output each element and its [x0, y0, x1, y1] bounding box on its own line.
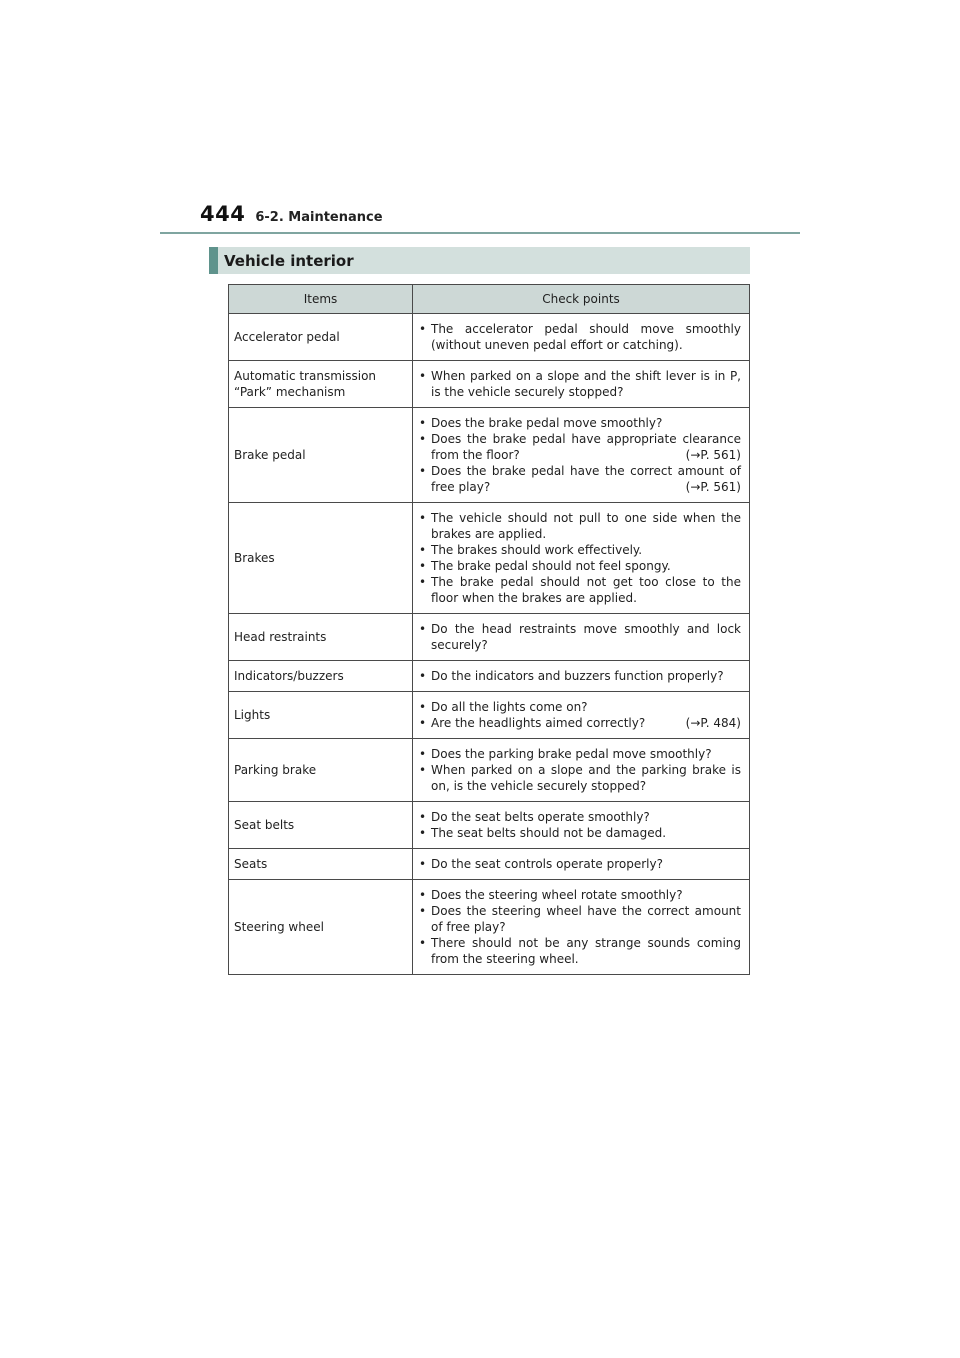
column-header-items: Items	[229, 285, 413, 314]
page-reference: (→P. 561)	[685, 480, 741, 494]
table-row	[229, 849, 750, 880]
check-points-cell	[413, 503, 750, 614]
page-reference: (→P. 561)	[685, 448, 741, 462]
list-item	[417, 887, 741, 903]
table-row	[229, 739, 750, 802]
list-item	[417, 809, 741, 825]
check-points-cell	[413, 614, 750, 661]
check-point-text: Does the brake pedal move smoothly?	[431, 416, 663, 430]
check-point-text: The brake pedal should not feel spongy.	[431, 559, 671, 573]
table-row	[229, 361, 750, 408]
list-item	[417, 431, 741, 463]
list-item	[417, 621, 741, 653]
list-item	[417, 542, 741, 558]
section-title: Vehicle interior	[224, 251, 354, 270]
table-row	[229, 614, 750, 661]
list-item	[417, 762, 741, 794]
list-item	[417, 825, 741, 841]
check-points-cell	[413, 880, 750, 975]
item-cell: Accelerator pedal	[229, 314, 413, 361]
inspection-table	[228, 284, 750, 975]
check-point-text: Do all the lights come on?	[431, 700, 588, 714]
check-points-list	[417, 856, 741, 872]
check-point-text: When parked on a slope and the shift lever is in P, is the vehicle securely stopped?	[431, 369, 741, 399]
check-point-text: Do the head restraints move smoothly and lock securely?	[431, 622, 741, 652]
list-item	[417, 574, 741, 606]
table-row	[229, 503, 750, 614]
item-cell: Brake pedal	[229, 408, 413, 503]
item-cell: Lights	[229, 692, 413, 739]
list-item	[417, 510, 741, 542]
check-points-cell	[413, 361, 750, 408]
page-number: 444	[200, 202, 246, 226]
check-points-cell	[413, 408, 750, 503]
check-points-list	[417, 510, 741, 606]
list-item	[417, 368, 741, 400]
check-point-text: The vehicle should not pull to one side when the brakes are applied.	[431, 511, 741, 541]
check-points-list	[417, 887, 741, 967]
item-cell: Seat belts	[229, 802, 413, 849]
check-point-text: Does the steering wheel rotate smoothly?	[431, 888, 683, 902]
check-points-list	[417, 368, 741, 400]
check-points-cell	[413, 739, 750, 802]
item-cell: Parking brake	[229, 739, 413, 802]
list-item	[417, 463, 741, 495]
check-point-text: There should not be any strange sounds coming from the steering wheel.	[431, 936, 741, 966]
check-point-text: The accelerator pedal should move smoothly (without uneven pedal effort or catching).	[431, 322, 741, 352]
list-item	[417, 903, 741, 935]
check-points-list	[417, 415, 741, 495]
item-cell: Indicators/buzzers	[229, 661, 413, 692]
check-point-text: The seat belts should not be damaged.	[431, 826, 667, 840]
table-row	[229, 314, 750, 361]
check-points-list	[417, 746, 741, 794]
list-item	[417, 415, 741, 431]
check-points-list	[417, 699, 741, 731]
check-points-cell	[413, 314, 750, 361]
check-points-cell	[413, 849, 750, 880]
check-points-cell	[413, 661, 750, 692]
check-points-list	[417, 321, 741, 353]
check-point-text: Do the seat belts operate smoothly?	[431, 810, 650, 824]
page-reference: (→P. 484)	[685, 716, 741, 730]
check-point-text: Does the brake pedal have the correct amount of free play?	[431, 464, 741, 494]
list-item	[417, 699, 741, 715]
table-row	[229, 661, 750, 692]
header-rule	[160, 232, 800, 234]
check-points-list	[417, 809, 741, 841]
list-item	[417, 746, 741, 762]
list-item	[417, 715, 741, 731]
section-bar	[209, 247, 750, 274]
check-points-list	[417, 621, 741, 653]
item-cell: Automatic transmission “Park” mechanism	[229, 361, 413, 408]
check-point-text: Do the indicators and buzzers function properly?	[431, 669, 724, 683]
item-cell: Steering wheel	[229, 880, 413, 975]
check-point-text: Does the steering wheel have the correct amount of free play?	[431, 904, 741, 934]
list-item	[417, 856, 741, 872]
table-row	[229, 408, 750, 503]
list-item	[417, 668, 741, 684]
check-points-cell	[413, 692, 750, 739]
column-header-check-points: Check points	[413, 285, 750, 314]
check-point-text: Does the brake pedal have appropriate clearance from the floor?	[431, 432, 741, 462]
table-row	[229, 692, 750, 739]
check-point-text: Do the seat controls operate properly?	[431, 857, 663, 871]
check-points-list	[417, 668, 741, 684]
section-label: 6-2. Maintenance	[255, 210, 383, 225]
list-item	[417, 558, 741, 574]
list-item	[417, 321, 741, 353]
check-point-text: The brakes should work effectively.	[431, 543, 643, 557]
check-point-text: Are the headlights aimed correctly?	[431, 716, 646, 730]
page-header	[200, 202, 383, 226]
check-point-text: Does the parking brake pedal move smoothly?	[431, 747, 712, 761]
check-point-text: The brake pedal should not get too close to the floor when the brakes are applied.	[431, 575, 741, 605]
list-item	[417, 935, 741, 967]
item-cell: Head restraints	[229, 614, 413, 661]
table-header-row	[229, 285, 750, 314]
check-points-cell	[413, 802, 750, 849]
table-body	[229, 314, 750, 975]
item-cell: Brakes	[229, 503, 413, 614]
table-row	[229, 880, 750, 975]
item-cell: Seats	[229, 849, 413, 880]
check-point-text: When parked on a slope and the parking brake is on, is the vehicle securely stopped?	[431, 763, 741, 793]
table-row	[229, 802, 750, 849]
